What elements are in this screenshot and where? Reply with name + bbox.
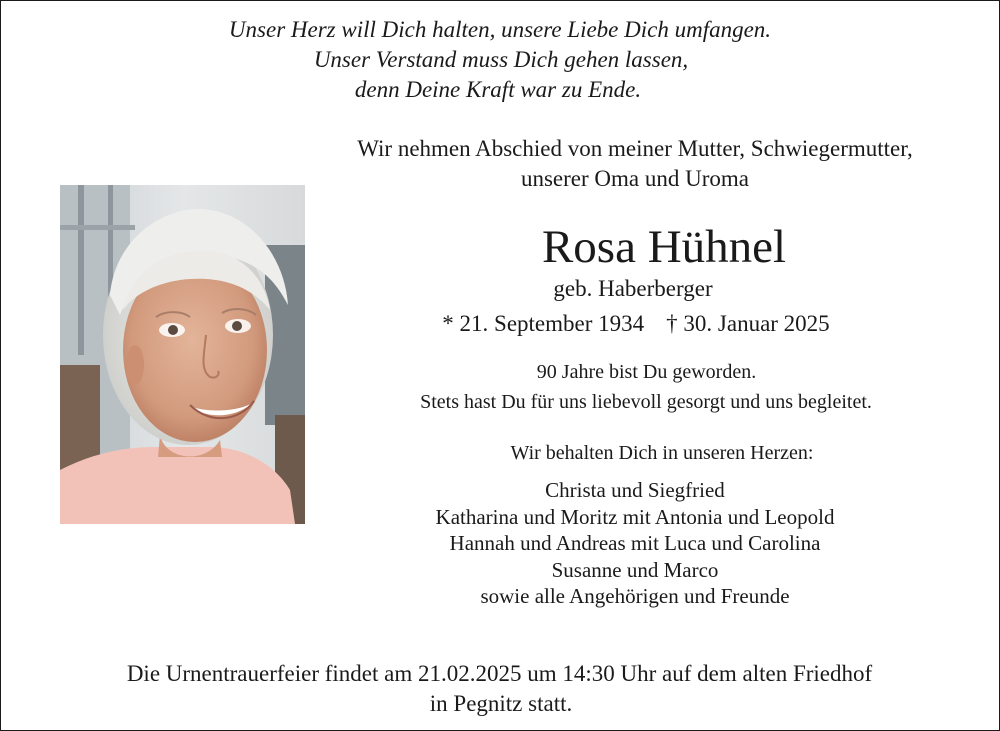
ceremony-line: in Pegnitz statt. — [429, 691, 573, 716]
mourners-list — [335, 477, 935, 610]
mourner-entry: sowie alle Angehörigen und Freunde — [480, 584, 790, 608]
farewell-intro — [301, 134, 969, 194]
life-dates — [386, 309, 886, 339]
maiden-name: geb. Haberberger — [553, 276, 713, 301]
ceremony-announcement — [1, 659, 1000, 719]
intro-line: Wir nehmen Abschied von meiner Mutter, Schwiegermutter, — [357, 136, 913, 161]
portrait-photo — [60, 185, 305, 524]
ceremony-line: Die Urnentrauerfeier findet am 21.02.2025 um 14:30 Uhr auf dem alten Friedhof — [126, 661, 873, 686]
mourner-entry: Katharina und Moritz mit Antonia und Leopold — [435, 504, 835, 529]
tribute-line: Stets hast Du für uns liebevoll gesorgt und uns begleitet. — [420, 391, 872, 413]
intro-line: unserer Oma und Uroma — [520, 166, 749, 191]
motto-line: Unser Verstand muss Dich gehen lassen, — [313, 47, 689, 72]
mourner-entry: Susanne und Marco — [551, 557, 719, 582]
hearts-line: Wir behalten Dich in unseren Herzen: — [510, 442, 814, 464]
mourner-entry: Christa und Siegfried — [545, 478, 725, 502]
tribute-line: 90 Jahre bist Du geworden. — [536, 361, 757, 383]
motto-verse — [1, 15, 1000, 105]
mourner-entry: Hannah und Andreas mit Luca und Carolina — [449, 531, 821, 555]
deceased-name: Rosa Hühnel — [541, 221, 787, 273]
motto-line: denn Deine Kraft war zu Ende. — [354, 77, 642, 102]
death-date: † 30. Januar 2025 — [666, 311, 830, 336]
tribute-text — [346, 357, 946, 417]
birth-date: * 21. September 1934 — [442, 311, 645, 336]
motto-line: Unser Herz will Dich halten, unsere Liebe Dich umfangen. — [228, 17, 772, 42]
